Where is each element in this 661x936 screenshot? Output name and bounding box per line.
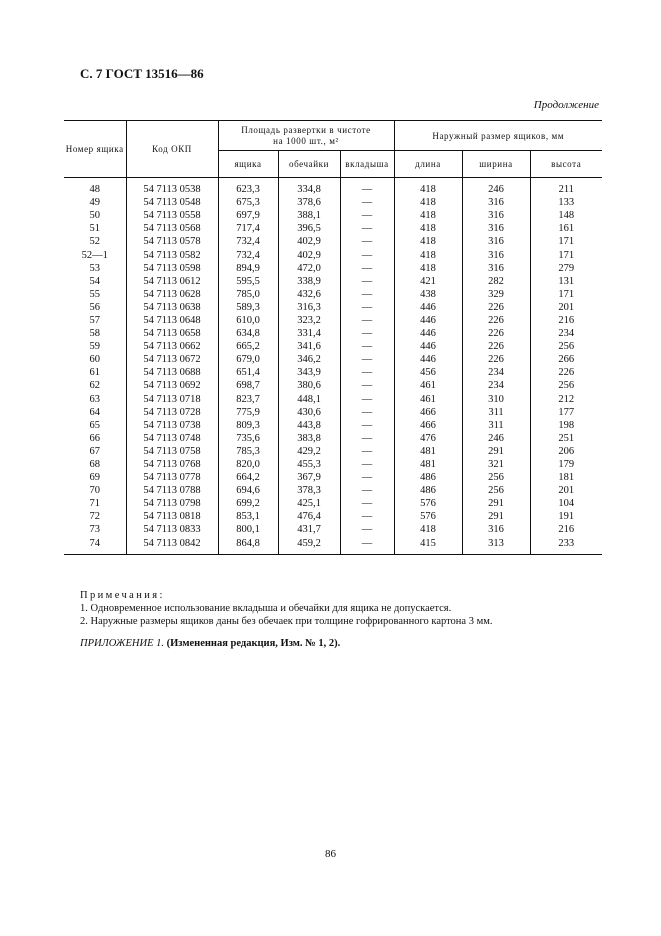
cell-okp-code: 54 7113 0718 xyxy=(126,393,218,406)
cell-sleeve-area: 459,2 xyxy=(278,537,340,550)
cell-sleeve-area: 476,4 xyxy=(278,510,340,523)
cell-box-number: 63 xyxy=(89,393,100,405)
cell-okp-code: 54 7113 0818 xyxy=(126,510,218,523)
notes-title: Примечания: xyxy=(80,590,165,601)
cell-width: 316 xyxy=(462,196,530,209)
cell-length: 466 xyxy=(394,406,462,419)
cell-sleeve-area: 443,8 xyxy=(278,419,340,432)
cell-sleeve-area: 431,7 xyxy=(278,523,340,536)
cell-okp-code: 54 7113 0568 xyxy=(126,222,218,235)
cell-width: 256 xyxy=(462,471,530,484)
cell-okp-code: 54 7113 0598 xyxy=(126,262,218,275)
cell-insert-area: — xyxy=(340,471,394,484)
cell-height: 256 xyxy=(530,340,602,353)
cell-okp-code: 54 7113 0578 xyxy=(126,235,218,248)
continuation-label: Продолжение xyxy=(533,99,599,111)
table-row xyxy=(64,301,602,314)
cell-sleeve-area: 402,9 xyxy=(278,248,340,261)
header-box-area: ящика xyxy=(218,151,278,178)
cell-box-area: 679,0 xyxy=(218,353,278,366)
table-row xyxy=(64,366,602,379)
cell-box-area: 651,4 xyxy=(218,366,278,379)
cell-box-area: 610,0 xyxy=(218,314,278,327)
cell-width: 311 xyxy=(462,419,530,432)
table-row xyxy=(64,393,602,406)
cell-sleeve-area: 343,9 xyxy=(278,366,340,379)
cell-length: 418 xyxy=(394,262,462,275)
cell-width: 316 xyxy=(462,235,530,248)
cell-okp-code: 54 7113 0688 xyxy=(126,366,218,379)
cell-height: 148 xyxy=(530,209,602,222)
note-item: 1. Одновременное использование вкладыша и обечайки для ящика не допускается. xyxy=(80,603,452,614)
table-row xyxy=(64,196,602,209)
appendix-line xyxy=(80,638,340,649)
cell-box-area: 853,1 xyxy=(218,510,278,523)
header-length: длина xyxy=(394,151,462,178)
cell-box-number: 73 xyxy=(89,524,100,536)
table-row xyxy=(64,353,602,366)
cell-length: 415 xyxy=(394,537,462,550)
cell-insert-area: — xyxy=(340,497,394,510)
cell-okp-code: 54 7113 0778 xyxy=(126,471,218,484)
header-okp-code: Код ОКП xyxy=(126,121,218,178)
cell-box-number: 50 xyxy=(89,210,100,222)
cell-length: 461 xyxy=(394,393,462,406)
cell-length: 446 xyxy=(394,314,462,327)
cell-sleeve-area: 383,8 xyxy=(278,432,340,445)
cell-okp-code: 54 7113 0842 xyxy=(126,537,218,550)
cell-box-number: 68 xyxy=(89,459,100,471)
cell-length: 446 xyxy=(394,353,462,366)
cell-width: 316 xyxy=(462,209,530,222)
cell-height: 179 xyxy=(530,458,602,471)
cell-insert-area: — xyxy=(340,314,394,327)
cell-height: 256 xyxy=(530,379,602,392)
cell-width: 226 xyxy=(462,301,530,314)
cell-box-number: 67 xyxy=(89,445,100,457)
cell-box-area: 785,0 xyxy=(218,288,278,301)
cell-sleeve-area: 429,2 xyxy=(278,445,340,458)
cell-length: 421 xyxy=(394,275,462,288)
cell-insert-area: — xyxy=(340,445,394,458)
cell-insert-area: — xyxy=(340,406,394,419)
cell-length: 486 xyxy=(394,484,462,497)
table-row xyxy=(64,406,602,419)
cell-box-area: 775,9 xyxy=(218,406,278,419)
cell-box-area: 820,0 xyxy=(218,458,278,471)
cell-insert-area: — xyxy=(340,379,394,392)
cell-insert-area: — xyxy=(340,458,394,471)
header-sleeve-area: обечайки xyxy=(278,151,340,178)
cell-length: 486 xyxy=(394,471,462,484)
cell-length: 418 xyxy=(394,209,462,222)
table-row xyxy=(64,183,602,196)
cell-okp-code: 54 7113 0538 xyxy=(126,183,218,196)
cell-box-number: 48 xyxy=(89,184,100,196)
cell-insert-area: — xyxy=(340,366,394,379)
cell-box-area: 699,2 xyxy=(218,497,278,510)
table-row xyxy=(64,262,602,275)
cell-length: 418 xyxy=(394,235,462,248)
cell-box-number: 59 xyxy=(89,341,100,353)
table-row xyxy=(64,484,602,497)
header-box-number: Номер ящика xyxy=(64,121,126,178)
table-row xyxy=(64,458,602,471)
table-row xyxy=(64,445,602,458)
table-row xyxy=(64,523,602,536)
cell-box-area: 589,3 xyxy=(218,301,278,314)
cell-okp-code: 54 7113 0558 xyxy=(126,209,218,222)
cell-height: 177 xyxy=(530,406,602,419)
cell-insert-area: — xyxy=(340,183,394,196)
cell-sleeve-area: 455,3 xyxy=(278,458,340,471)
table-row xyxy=(64,497,602,510)
table-body xyxy=(64,178,602,555)
table-row xyxy=(64,209,602,222)
table-row xyxy=(64,288,602,301)
cell-width: 226 xyxy=(462,340,530,353)
cell-length: 456 xyxy=(394,366,462,379)
table-row xyxy=(64,222,602,235)
header-height: высота xyxy=(530,151,602,178)
cell-width: 291 xyxy=(462,510,530,523)
cell-height: 216 xyxy=(530,523,602,536)
cell-insert-area: — xyxy=(340,301,394,314)
cell-width: 226 xyxy=(462,314,530,327)
cell-height: 104 xyxy=(530,497,602,510)
header-width: ширина xyxy=(462,151,530,178)
cell-box-area: 623,3 xyxy=(218,183,278,196)
cell-length: 481 xyxy=(394,445,462,458)
cell-insert-area: — xyxy=(340,275,394,288)
cell-width: 310 xyxy=(462,393,530,406)
cell-okp-code: 54 7113 0788 xyxy=(126,484,218,497)
appendix-revision: (Измененная редакция, Изм. № 1, 2). xyxy=(166,638,341,649)
cell-width: 226 xyxy=(462,327,530,340)
cell-box-area: 698,7 xyxy=(218,379,278,392)
cell-width: 316 xyxy=(462,523,530,536)
cell-okp-code: 54 7113 0672 xyxy=(126,353,218,366)
cell-height: 191 xyxy=(530,510,602,523)
table-row xyxy=(64,471,602,484)
cell-box-area: 732,4 xyxy=(218,248,278,261)
cell-box-number: 55 xyxy=(89,288,100,300)
cell-box-number: 49 xyxy=(89,197,100,209)
cell-width: 291 xyxy=(462,445,530,458)
document-title: С. 7 ГОСТ 13516—86 xyxy=(80,66,204,81)
cell-okp-code: 54 7113 0748 xyxy=(126,432,218,445)
appendix-label: ПРИЛОЖЕНИЕ 1. xyxy=(80,638,164,649)
cell-sleeve-area: 346,2 xyxy=(278,353,340,366)
cell-box-number: 57 xyxy=(89,314,100,326)
cell-width: 226 xyxy=(462,353,530,366)
cell-box-number: 51 xyxy=(89,223,100,235)
cell-width: 316 xyxy=(462,222,530,235)
table-row xyxy=(64,314,602,327)
cell-okp-code: 54 7113 0662 xyxy=(126,340,218,353)
table-row xyxy=(64,340,602,353)
cell-width: 311 xyxy=(462,406,530,419)
cell-width: 256 xyxy=(462,484,530,497)
cell-width: 246 xyxy=(462,432,530,445)
header-insert-area: вкладыша xyxy=(340,151,394,178)
cell-sleeve-area: 323,2 xyxy=(278,314,340,327)
table-row xyxy=(64,510,602,523)
cell-okp-code: 54 7113 0658 xyxy=(126,327,218,340)
cell-width: 316 xyxy=(462,262,530,275)
cell-okp-code: 54 7113 0692 xyxy=(126,379,218,392)
notes-block xyxy=(80,589,493,628)
cell-box-area: 675,3 xyxy=(218,196,278,209)
cell-sleeve-area: 380,6 xyxy=(278,379,340,392)
table-row xyxy=(64,248,602,261)
header-area-group: Площадь развертки в чистоте на 1000 шт., м² xyxy=(218,121,394,151)
cell-height: 212 xyxy=(530,393,602,406)
cell-height: 133 xyxy=(530,196,602,209)
note-item: 2. Наружные размеры ящиков даны без обечаек при толщине гофрированного картона 3 мм. xyxy=(80,616,493,627)
cell-box-area: 697,9 xyxy=(218,209,278,222)
cell-okp-code: 54 7113 0728 xyxy=(126,406,218,419)
header-size-group: Наружный размер ящиков, мм xyxy=(394,121,602,151)
cell-box-number: 54 xyxy=(89,275,100,287)
cell-box-area: 634,8 xyxy=(218,327,278,340)
cell-box-area: 823,7 xyxy=(218,393,278,406)
cell-length: 418 xyxy=(394,248,462,261)
table-row xyxy=(64,379,602,392)
cell-length: 418 xyxy=(394,196,462,209)
box-sizes-table xyxy=(64,120,602,555)
cell-insert-area: — xyxy=(340,419,394,432)
cell-okp-code: 54 7113 0738 xyxy=(126,419,218,432)
cell-box-number: 52 xyxy=(89,236,100,248)
cell-height: 161 xyxy=(530,222,602,235)
cell-width: 282 xyxy=(462,275,530,288)
cell-width: 313 xyxy=(462,537,530,550)
cell-insert-area: — xyxy=(340,510,394,523)
cell-box-area: 694,6 xyxy=(218,484,278,497)
cell-height: 198 xyxy=(530,419,602,432)
cell-okp-code: 54 7113 0833 xyxy=(126,523,218,536)
cell-okp-code: 54 7113 0638 xyxy=(126,301,218,314)
cell-height: 206 xyxy=(530,445,602,458)
cell-box-number: 72 xyxy=(89,511,100,523)
cell-length: 576 xyxy=(394,497,462,510)
cell-box-area: 800,1 xyxy=(218,523,278,536)
cell-height: 181 xyxy=(530,471,602,484)
cell-height: 171 xyxy=(530,288,602,301)
cell-box-number: 69 xyxy=(89,472,100,484)
cell-box-area: 735,6 xyxy=(218,432,278,445)
cell-height: 234 xyxy=(530,327,602,340)
cell-length: 476 xyxy=(394,432,462,445)
cell-sleeve-area: 425,1 xyxy=(278,497,340,510)
cell-height: 279 xyxy=(530,262,602,275)
cell-length: 418 xyxy=(394,222,462,235)
cell-height: 233 xyxy=(530,537,602,550)
cell-box-area: 894,9 xyxy=(218,262,278,275)
table-row xyxy=(64,275,602,288)
cell-insert-area: — xyxy=(340,432,394,445)
cell-okp-code: 54 7113 0758 xyxy=(126,445,218,458)
cell-height: 211 xyxy=(530,183,602,196)
cell-length: 418 xyxy=(394,523,462,536)
cell-box-area: 864,8 xyxy=(218,537,278,550)
cell-box-area: 664,2 xyxy=(218,471,278,484)
cell-length: 446 xyxy=(394,301,462,314)
cell-sleeve-area: 396,5 xyxy=(278,222,340,235)
cell-width: 234 xyxy=(462,366,530,379)
cell-sleeve-area: 378,6 xyxy=(278,196,340,209)
cell-width: 316 xyxy=(462,248,530,261)
cell-width: 246 xyxy=(462,183,530,196)
cell-insert-area: — xyxy=(340,222,394,235)
cell-sleeve-area: 430,6 xyxy=(278,406,340,419)
cell-box-number: 71 xyxy=(89,498,100,510)
cell-okp-code: 54 7113 0582 xyxy=(126,248,218,261)
cell-insert-area: — xyxy=(340,340,394,353)
cell-height: 251 xyxy=(530,432,602,445)
table-row xyxy=(64,432,602,445)
cell-sleeve-area: 402,9 xyxy=(278,235,340,248)
cell-width: 291 xyxy=(462,497,530,510)
cell-okp-code: 54 7113 0612 xyxy=(126,275,218,288)
cell-box-number: 62 xyxy=(89,380,100,392)
cell-sleeve-area: 316,3 xyxy=(278,301,340,314)
cell-box-number: 74 xyxy=(89,537,100,549)
cell-insert-area: — xyxy=(340,288,394,301)
cell-height: 266 xyxy=(530,353,602,366)
cell-sleeve-area: 388,1 xyxy=(278,209,340,222)
cell-sleeve-area: 432,6 xyxy=(278,288,340,301)
table-row xyxy=(64,419,602,432)
cell-sleeve-area: 367,9 xyxy=(278,471,340,484)
cell-insert-area: — xyxy=(340,196,394,209)
cell-height: 171 xyxy=(530,235,602,248)
table-row xyxy=(64,235,602,248)
cell-insert-area: — xyxy=(340,523,394,536)
cell-height: 216 xyxy=(530,314,602,327)
cell-sleeve-area: 334,8 xyxy=(278,183,340,196)
cell-okp-code: 54 7113 0548 xyxy=(126,196,218,209)
cell-width: 234 xyxy=(462,379,530,392)
cell-sleeve-area: 448,1 xyxy=(278,393,340,406)
cell-height: 131 xyxy=(530,275,602,288)
cell-length: 446 xyxy=(394,327,462,340)
cell-length: 461 xyxy=(394,379,462,392)
cell-height: 226 xyxy=(530,366,602,379)
cell-length: 446 xyxy=(394,340,462,353)
cell-insert-area: — xyxy=(340,327,394,340)
cell-box-number: 52—1 xyxy=(81,249,108,261)
cell-insert-area: — xyxy=(340,393,394,406)
cell-okp-code: 54 7113 0798 xyxy=(126,497,218,510)
cell-okp-code: 54 7113 0768 xyxy=(126,458,218,471)
cell-okp-code: 54 7113 0648 xyxy=(126,314,218,327)
table-bottom-rule xyxy=(64,550,602,555)
cell-box-number: 70 xyxy=(89,485,100,497)
cell-box-number: 58 xyxy=(89,328,100,340)
cell-length: 576 xyxy=(394,510,462,523)
cell-box-area: 732,4 xyxy=(218,235,278,248)
table-row xyxy=(64,327,602,340)
cell-insert-area: — xyxy=(340,248,394,261)
cell-box-number: 64 xyxy=(89,406,100,418)
cell-sleeve-area: 472,0 xyxy=(278,262,340,275)
cell-box-area: 595,5 xyxy=(218,275,278,288)
cell-sleeve-area: 331,4 xyxy=(278,327,340,340)
cell-sleeve-area: 378,3 xyxy=(278,484,340,497)
cell-box-area: 809,3 xyxy=(218,419,278,432)
cell-box-number: 66 xyxy=(89,432,100,444)
cell-width: 321 xyxy=(462,458,530,471)
cell-box-number: 61 xyxy=(89,367,100,379)
cell-length: 466 xyxy=(394,419,462,432)
cell-box-area: 665,2 xyxy=(218,340,278,353)
cell-length: 438 xyxy=(394,288,462,301)
cell-insert-area: — xyxy=(340,484,394,497)
cell-box-area: 717,4 xyxy=(218,222,278,235)
cell-box-number: 53 xyxy=(89,262,100,274)
cell-insert-area: — xyxy=(340,235,394,248)
cell-box-number: 60 xyxy=(89,354,100,366)
cell-box-area: 785,3 xyxy=(218,445,278,458)
cell-insert-area: — xyxy=(340,209,394,222)
cell-box-number: 65 xyxy=(89,419,100,431)
cell-height: 171 xyxy=(530,248,602,261)
page-number: 86 xyxy=(325,848,336,860)
cell-insert-area: — xyxy=(340,262,394,275)
cell-box-number: 56 xyxy=(89,301,100,313)
table-row xyxy=(64,537,602,550)
cell-length: 418 xyxy=(394,183,462,196)
cell-sleeve-area: 341,6 xyxy=(278,340,340,353)
cell-insert-area: — xyxy=(340,537,394,550)
cell-insert-area: — xyxy=(340,353,394,366)
cell-okp-code: 54 7113 0628 xyxy=(126,288,218,301)
cell-height: 201 xyxy=(530,484,602,497)
cell-length: 481 xyxy=(394,458,462,471)
cell-sleeve-area: 338,9 xyxy=(278,275,340,288)
cell-height: 201 xyxy=(530,301,602,314)
cell-width: 329 xyxy=(462,288,530,301)
